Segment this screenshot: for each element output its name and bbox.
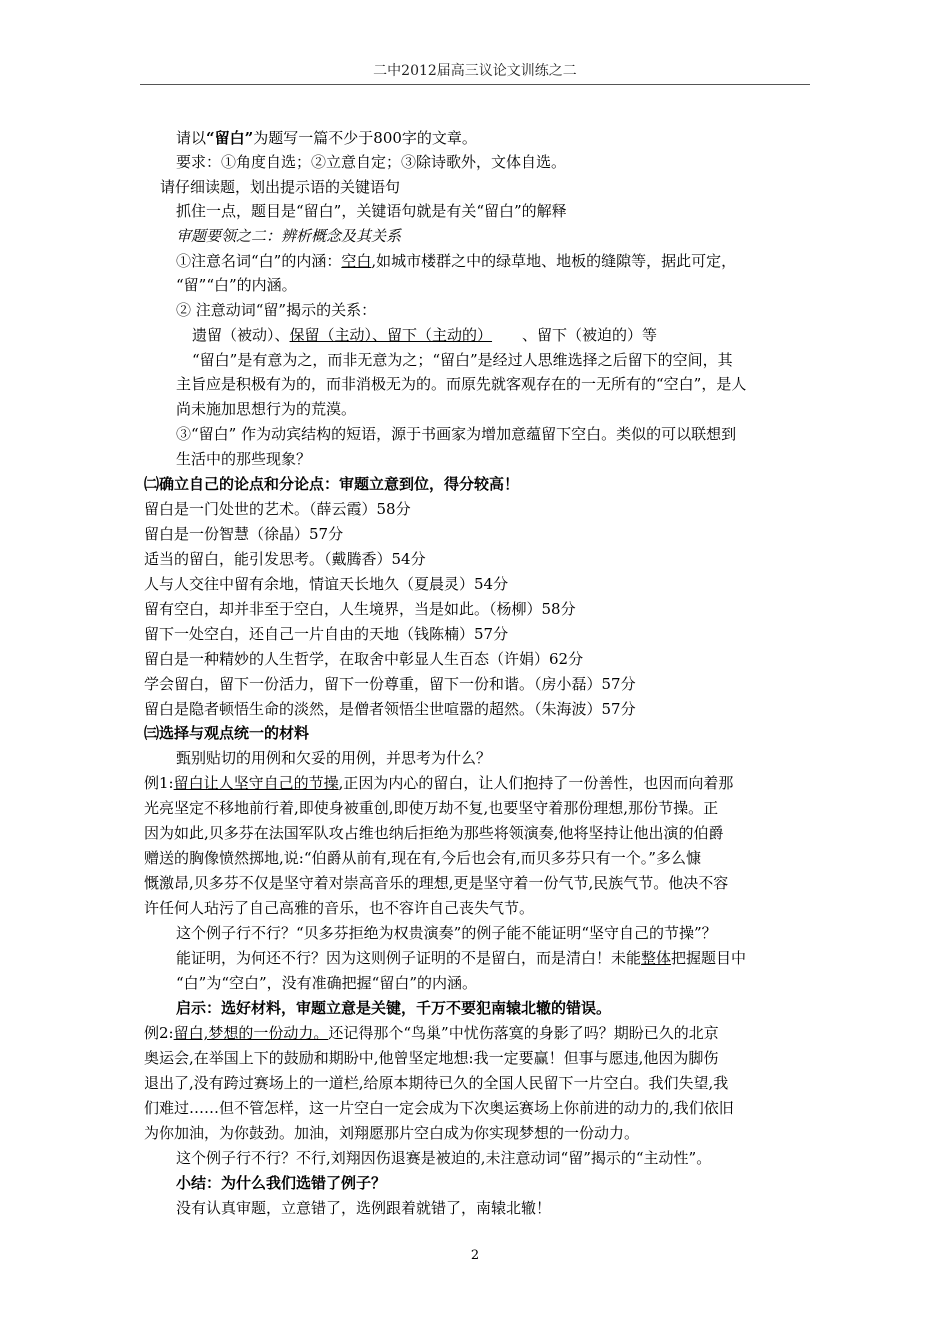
example-2-line-4: 们难过……但不管怎样，这一片空白一定会成为下次奥运赛场上你前进的动力的,我们依旧 [144, 1099, 734, 1117]
prompt-explanation-3: 尚未施加思想行为的荒漠。 [176, 400, 357, 418]
prompt-text: ①注意名词“白”的内涵： [176, 252, 342, 270]
header-rule [140, 84, 810, 85]
thesis-item: 留白是一门处世的艺术。（薛云霞）58分 [144, 500, 411, 518]
answer-underlined: 整体 [641, 949, 672, 967]
example-thesis-underlined: 留白,梦想的一份动力。 [173, 1024, 329, 1042]
section-3-intro: 甄别贴切的用例和欠妥的用例，并思考为什么？ [176, 749, 492, 767]
page-header: 二中2012届高三议论文训练之二 [373, 63, 577, 79]
example-label: 例2: [144, 1024, 174, 1042]
prompt-underlined: 保留（主动）、留下（主动的） [289, 326, 493, 344]
example-2-line-5: 为你加油，为你鼓劲。加油，刘翔愿那片空白成为你实现梦想的一份动力。 [144, 1124, 640, 1142]
thesis-item: 学会留白，留下一份活力，留下一份尊重，留下一份和谐。（房小磊）57分 [144, 675, 636, 693]
insight-tip: 启示：选好材料，审题立意是关键，千万不要犯南辕北辙的错误。 [176, 999, 612, 1017]
prompt-requirements: 要求：①角度自选；②立意自定；③除诗歌外，文体自选。 [176, 153, 567, 171]
example-1-line-4: 赠送的胸像愤然掷地,说:“伯爵从前有,现在有,今后也会有,而贝多芬只有一个。”多么慷 [144, 849, 701, 867]
question-2: 这个例子行不行？不行,刘翔因伤退赛是被迫的,未注意动词“留”揭示的“主动性”。 [176, 1149, 712, 1167]
prompt-phrase-note-cont: 生活中的那些现象？ [176, 450, 312, 468]
example-1-line-5: 慨激昂,贝多芬不仅是坚守着对崇高音乐的理想,更是坚守着一份气节,民族气节。他决不容 [144, 874, 729, 892]
prompt-text: 请以 [176, 129, 207, 147]
section-2-heading: ㈡确立自己的论点和分论点：审题立意到位，得分较高！ [144, 475, 520, 493]
question-1: 这个例子行不行？“贝多芬拒绝为权贵演奏”的例子能不能证明“坚守自己的节操”？ [176, 924, 717, 942]
prompt-text: 遗留（被动）、 [192, 326, 290, 344]
summary-heading: 小结：为什么我们选错了例子？ [176, 1174, 387, 1192]
prompt-text: 为题写一篇不少于800字的文章。 [253, 129, 477, 147]
prompt-verb-note: ② 注意动词“留”揭示的关系： [176, 301, 377, 319]
example-1-line-2: 光亮坚定不移地前行着,即使身被重创,即使万劫不复,也要坚守着那份理想,那份节操。正 [144, 799, 719, 817]
example-1-line-1 [144, 772, 733, 794]
prompt-explanation-2: 主旨应是积极有为的，而非消极无为的。而原先就客观存在的一无所有的“空白”，是人 [176, 375, 747, 393]
answer-text: 把握题目中 [671, 949, 747, 967]
thesis-item: 适当的留白，能引发思考。（戴腾香）54分 [144, 550, 426, 568]
summary-text: 没有认真审题，立意错了，选例跟着就错了，南辕北辙！ [176, 1199, 552, 1217]
thesis-item: 留有空白，却并非至于空白，人生境界，当是如此。（杨柳）58分 [144, 600, 576, 618]
prompt-noun-note-cont: “留”“白”的内涵。 [176, 276, 297, 294]
example-2-line-1 [144, 1022, 719, 1044]
example-label: 例1: [144, 774, 174, 792]
answer-1-line-2: “白”为“空白”，没有准确把握“留白”的内涵。 [176, 974, 478, 992]
prompt-subheading: 审题要领之二：辨析概念及其关系 [176, 227, 402, 245]
prompt-text: 、留下（被迫的）等 [522, 326, 658, 344]
answer-text: 能证明，为何还不行？因为这则例子证明的不是留白，而是清白！未能 [176, 949, 642, 967]
example-1-line-3: 因为如此,贝多芬在法国军队攻占维也纳后拒绝为那些将领演奏,他将坚持让他出演的伯爵 [144, 824, 724, 842]
thesis-item: 人与人交往中留有余地，情谊天长地久（夏晨灵）54分 [144, 575, 509, 593]
prompt-title-bold: “留白” [206, 129, 254, 147]
thesis-item: 留白是隐者顿悟生命的淡然，是僧者领悟尘世喧嚣的超然。（朱海波）57分 [144, 700, 636, 718]
page-number: 2 [470, 1248, 480, 1263]
prompt-instruction: 请仔细读题，划出提示语的关键语句 [160, 178, 401, 196]
prompt-underlined: 空白 [341, 252, 372, 270]
example-2-line-2: 奥运会,在举国上下的鼓励和期盼中,他曾坚定地想:我一定要赢！但事与愿违,他因为脚伤 [144, 1049, 719, 1067]
thesis-item: 留白是一种精妙的人生哲学，在取舍中彰显人生百态（许娟）62分 [144, 650, 584, 668]
example-thesis-underlined: 留白让人坚守自己的节操 [173, 774, 339, 792]
section-3-heading: ㈢选择与观点统一的材料 [144, 724, 310, 742]
example-1-line-6: 许任何人玷污了自己高雅的音乐，也不容许自己丧失气节。 [144, 899, 535, 917]
example-text: 还记得那个“鸟巢”中忧伤落寞的身影了吗？期盼已久的北京 [328, 1024, 719, 1042]
prompt-line-1 [176, 127, 477, 149]
prompt-phrase-note: ③“留白” 作为动宾结构的短语，源于书画家为增加意蕴留下空白。类似的可以联想到 [176, 425, 737, 443]
prompt-keypoint: 抓住一点，题目是“留白”，关键语句就是有关“留白”的解释 [176, 202, 567, 220]
example-text: ,正因为内心的留白，让人们抱持了一份善性，也因而向着那 [338, 774, 734, 792]
prompt-explanation-1: “留白”是有意为之，而非无意为之；“留白”是经过人思维选择之后留下的空间，其 [192, 351, 733, 369]
thesis-item: 留下一处空白，还自己一片自由的天地（钱陈楠）57分 [144, 625, 509, 643]
prompt-text: ,如城市楼群之中的绿草地、地板的缝隙等，据此可定， [371, 252, 737, 270]
thesis-item: 留白是一份智慧（徐晶）57分 [144, 525, 344, 543]
example-2-line-3: 退出了,没有跨过赛场上的一道栏,给原本期待已久的全国人民留下一片空白。我们失望,我 [144, 1074, 729, 1092]
answer-1-line-1 [176, 947, 746, 969]
prompt-noun-note [176, 250, 736, 272]
prompt-verb-relations [192, 324, 657, 346]
